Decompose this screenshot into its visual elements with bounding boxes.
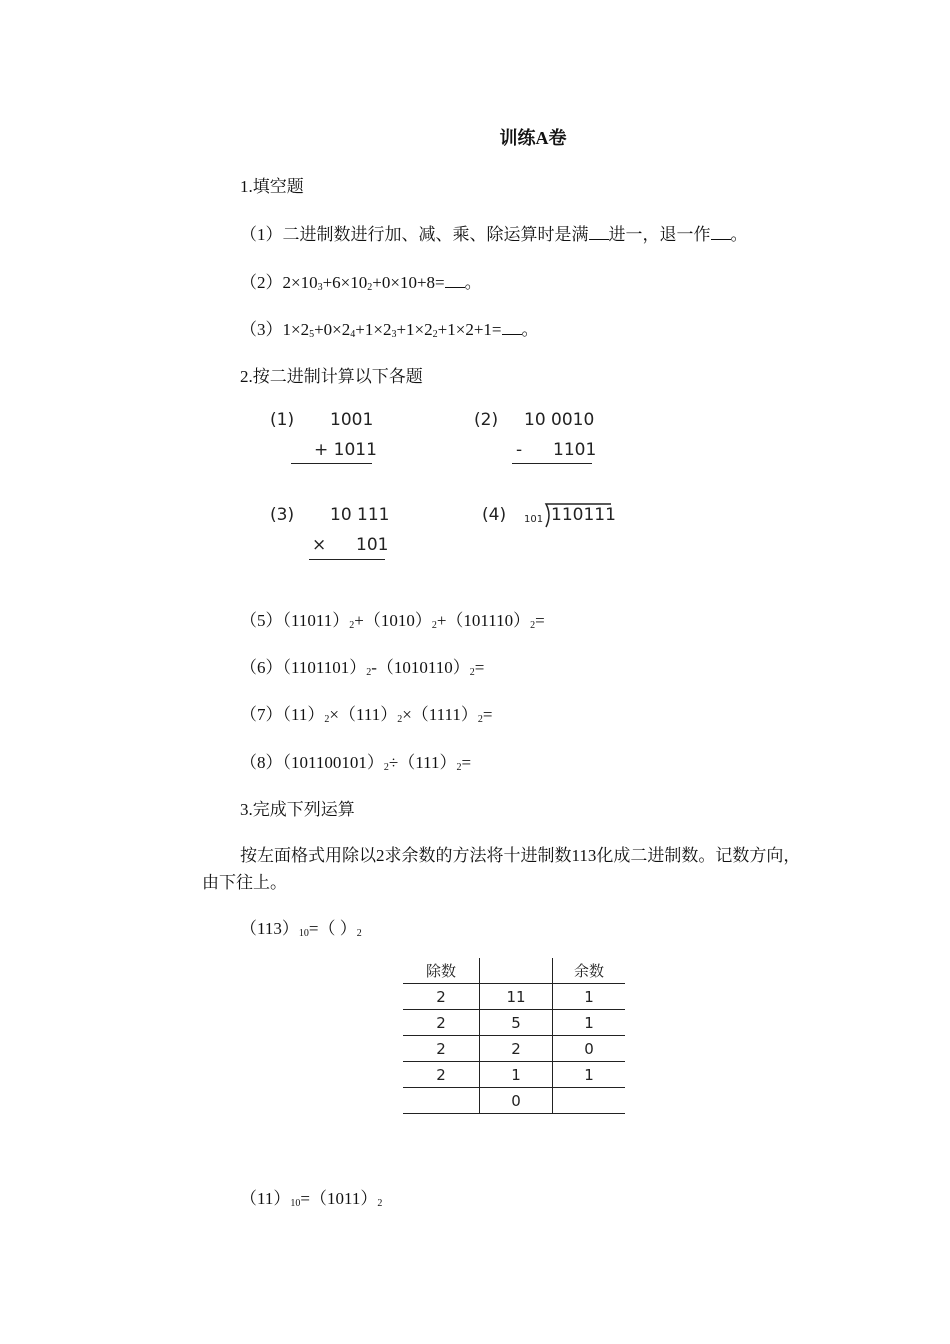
table-cell: 11 [480,984,553,1010]
table-cell: 2 [403,984,480,1010]
base-subscript: 2 [377,1198,383,1209]
header-divisor: 除数 [403,958,480,984]
table-cell: 2 [480,1036,553,1062]
answer-blank [445,275,465,288]
q2-text-b: +6×10 [322,273,368,292]
table-row [403,1010,625,1036]
question-2-7 [240,700,493,725]
base-subscript: 2 [324,714,330,725]
header-remainder: 余数 [553,958,626,984]
table-cell: 0 [553,1036,626,1062]
table-cell: 5 [480,1010,553,1036]
page-title: 训练A卷 [499,128,567,148]
conversion-equation-11 [240,1184,382,1209]
exponent: 2 [367,282,373,293]
table-cell: 1 [553,1062,626,1088]
exponent: 2 [432,329,438,340]
base-subscript: 2 [397,714,403,725]
problem-label: (4) [482,505,507,525]
question-2-6 [240,653,484,678]
q2-text-d: 。 [464,273,482,292]
base-subscript: 2 [349,620,355,631]
table-cell: 1 [480,1062,553,1088]
operand-top: 10 111 [330,505,390,525]
p5-text-c: +（101110） [436,611,531,630]
table-cell: 2 [403,1010,480,1036]
answer-blank [711,227,731,240]
p6-text-c: = [474,658,485,677]
sum-line [291,463,372,464]
table-cell: 0 [480,1088,553,1114]
p7-text-a: （7）（11） [240,705,325,724]
table-header-row [403,958,625,984]
base-subscript: 2 [356,928,362,939]
operator: - [516,440,523,460]
operand-bottom: 1101 [553,440,597,460]
q1-text-a: （1）二进制数进行加、减、乘、除运算时是满 [240,225,589,244]
table-row [403,1062,625,1088]
base-subscript: 10 [298,928,309,939]
answer-blank [589,227,609,240]
q3-text-b: +0×2 [314,320,351,339]
conversion-equation-113 [240,914,362,939]
operand-bottom: + 1011 [314,440,377,460]
section1-heading: 1.填空题 [240,177,304,196]
base-subscript: 2 [366,667,372,678]
section3-instructions: 按左面格式用除以2求余数的方法将十进制数113化成二进制数。记数方向，由下往上。 [202,846,801,892]
table-cell [553,1088,626,1114]
question-1-1 [240,220,748,245]
base-subscript: 2 [383,762,389,773]
p7-text-b: ×（111） [329,705,398,724]
table-cell: 2 [403,1036,480,1062]
section2-heading: 2.按二进制计算以下各题 [240,367,423,386]
divisor: 101 [524,514,544,525]
base-subscript: 2 [530,620,536,631]
p5-text-d: = [535,611,545,630]
question-2-8 [240,748,471,773]
p8-text-c: = [461,753,472,772]
q3-text-e: +1×2+1= [437,320,502,339]
base-subscript: 2 [431,620,437,631]
difference-line [512,463,592,464]
table-cell: 2 [403,1062,480,1088]
operand-bottom: 101 [356,535,389,555]
eq2-text-b: =（1011） [300,1189,378,1208]
problem-label: (3) [270,505,295,525]
exponent: 5 [309,329,315,340]
operand-top: 1001 [330,410,374,430]
q3-text-a: （3）1×2 [240,320,310,339]
table-row [403,1088,625,1114]
division-table [403,958,625,1114]
exponent: 3 [391,329,397,340]
p6-text-a: （6）（1101101） [240,658,367,677]
q2-text-a: （2）2×10 [240,273,318,292]
question-2-5 [240,606,545,631]
q1-text-c: 。 [730,225,748,244]
section3-heading: 3.完成下列运算 [240,800,355,819]
question-1-3 [240,315,539,340]
product-line [309,559,385,560]
q3-text-f: 。 [521,320,539,339]
q3-text-c: +1×2 [355,320,392,339]
q1-text-b: 进一，退一作 [608,225,711,244]
eq1-text-b: =（ ） [308,919,357,938]
p7-text-c: ×（1111） [402,705,478,724]
exponent: 4 [350,329,356,340]
base-subscript: 2 [456,762,462,773]
answer-blank [502,322,522,335]
table-row [403,984,625,1010]
question-1-2 [240,268,482,293]
table-row [403,1036,625,1062]
table-cell: 1 [553,1010,626,1036]
q2-text-c: +0×10+8= [372,273,445,292]
base-subscript: 2 [469,667,475,678]
base-subscript: 2 [477,714,483,725]
operand-top: 10 0010 [524,410,595,430]
eq1-text-a: （113） [240,919,299,938]
eq2-text-a: （11） [240,1189,291,1208]
header-quotient [480,958,553,984]
exponent: 3 [317,282,323,293]
p8-text-b: ÷（111） [388,753,457,772]
p5-text-b: +（1010） [354,611,432,630]
base-subscript: 10 [290,1198,301,1209]
p6-text-b: -（1010110） [371,658,470,677]
p8-text-a: （8）（101100101） [240,753,384,772]
q3-text-d: +1×2 [396,320,433,339]
dividend: 110111 [551,505,616,525]
operator: × [312,535,327,555]
table-cell: 1 [553,984,626,1010]
problem-label: (2) [474,410,499,430]
problem-label: (1) [270,410,295,430]
p5-text-a: （5）（11011） [240,611,350,630]
table-cell [403,1088,480,1114]
p7-text-d: = [482,705,493,724]
